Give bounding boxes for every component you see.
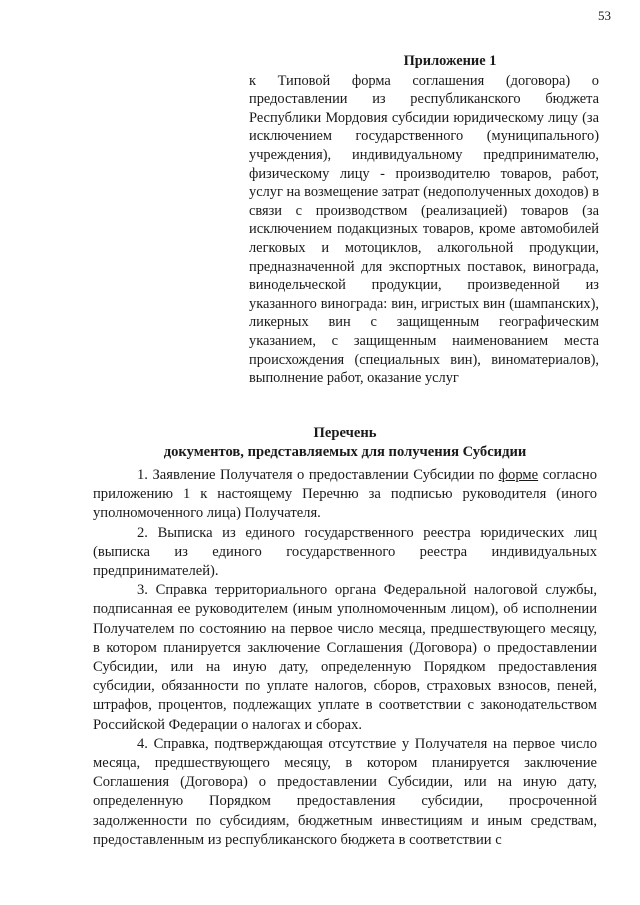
- list-item-4: 4. Справка, подтверждающая отсутствие у Получателя на первое число месяца, предшествующего месяцу, в котором планируется заключение Соглашения (Договора) о предоставлении Субсидии, или на иную дату, определенную Порядком предоставления субсидии, просроченной задолженности по субсидиям, бюджетным инвестициям и иным средствам, предоставленным из республиканского бюджета в соответствии с: [93, 735, 597, 848]
- appendix-block: [249, 52, 599, 388]
- list-item-1: [93, 466, 597, 524]
- appendix-text: к Типовой форма соглашения (договора) о предоставлении из республиканского бюджета Республики Мордовия субсидии юридическому лицу (за исключением государственного (муниципального) учреждения), индивидуальному предпринимателю, физическому лицу - производителю товаров, работ, услуг на возмещение затрат (недополученных доходов) в связи с производством (реализацией) товаров (за исключением подакцизных товаров, кроме автомобилей легковых и мотоциклов, алкогольной продукции, предназначенной для экспортных поставок, винограда, винодельческой продукции, произведенной из указанного винограда: вин, игристых вин (шампанских), ликерных вин с защищенным географическим указанием, с защищенным наименованием места происхождения (специальных вин), виноматериалов), выполнение работ, оказание услуг: [249, 72, 599, 387]
- list-item-1-text-end: согласно приложению 1 к настоящему Перечню за подписью руководителя (иного уполномоченного лица) Получателя.: [93, 467, 597, 522]
- list-title: Перечень: [313, 425, 377, 441]
- list-subtitle: документов, представляемых для получения Субсидии: [163, 444, 527, 460]
- page-number: 53: [598, 8, 611, 23]
- form-link: форме: [498, 467, 539, 483]
- list-item-3: 3. Справка территориального органа Федеральной налоговой службы, подписанная ее руководителем (иным уполномоченным лицом), об исполнении Получателем по состоянию на первое число месяца, предшествующего месяцу, в котором планируется заключение Соглашения (Договора) о предоставлении Субсидии, или на иную дату, определенную Порядком предоставления субсидии, обязанности по уплате налогов, сборов, страховых взносов, пеней, штрафов, процентов, подлежащих уплате в соответствии с законодательством Российской Федерации о налогах и сборах.: [93, 582, 597, 733]
- appendix-title: Приложение 1: [403, 53, 497, 69]
- list-item-1-text-start: 1. Заявление Получателя о предоставлении Субсидии по: [137, 467, 499, 483]
- list-item-2: 2. Выписка из единого государственного реестра юридических лиц (выписка из единого государственного реестра индивидуальных предпринимателей).: [93, 524, 597, 580]
- document-list-body: [93, 466, 597, 850]
- document-list-header: [93, 424, 597, 462]
